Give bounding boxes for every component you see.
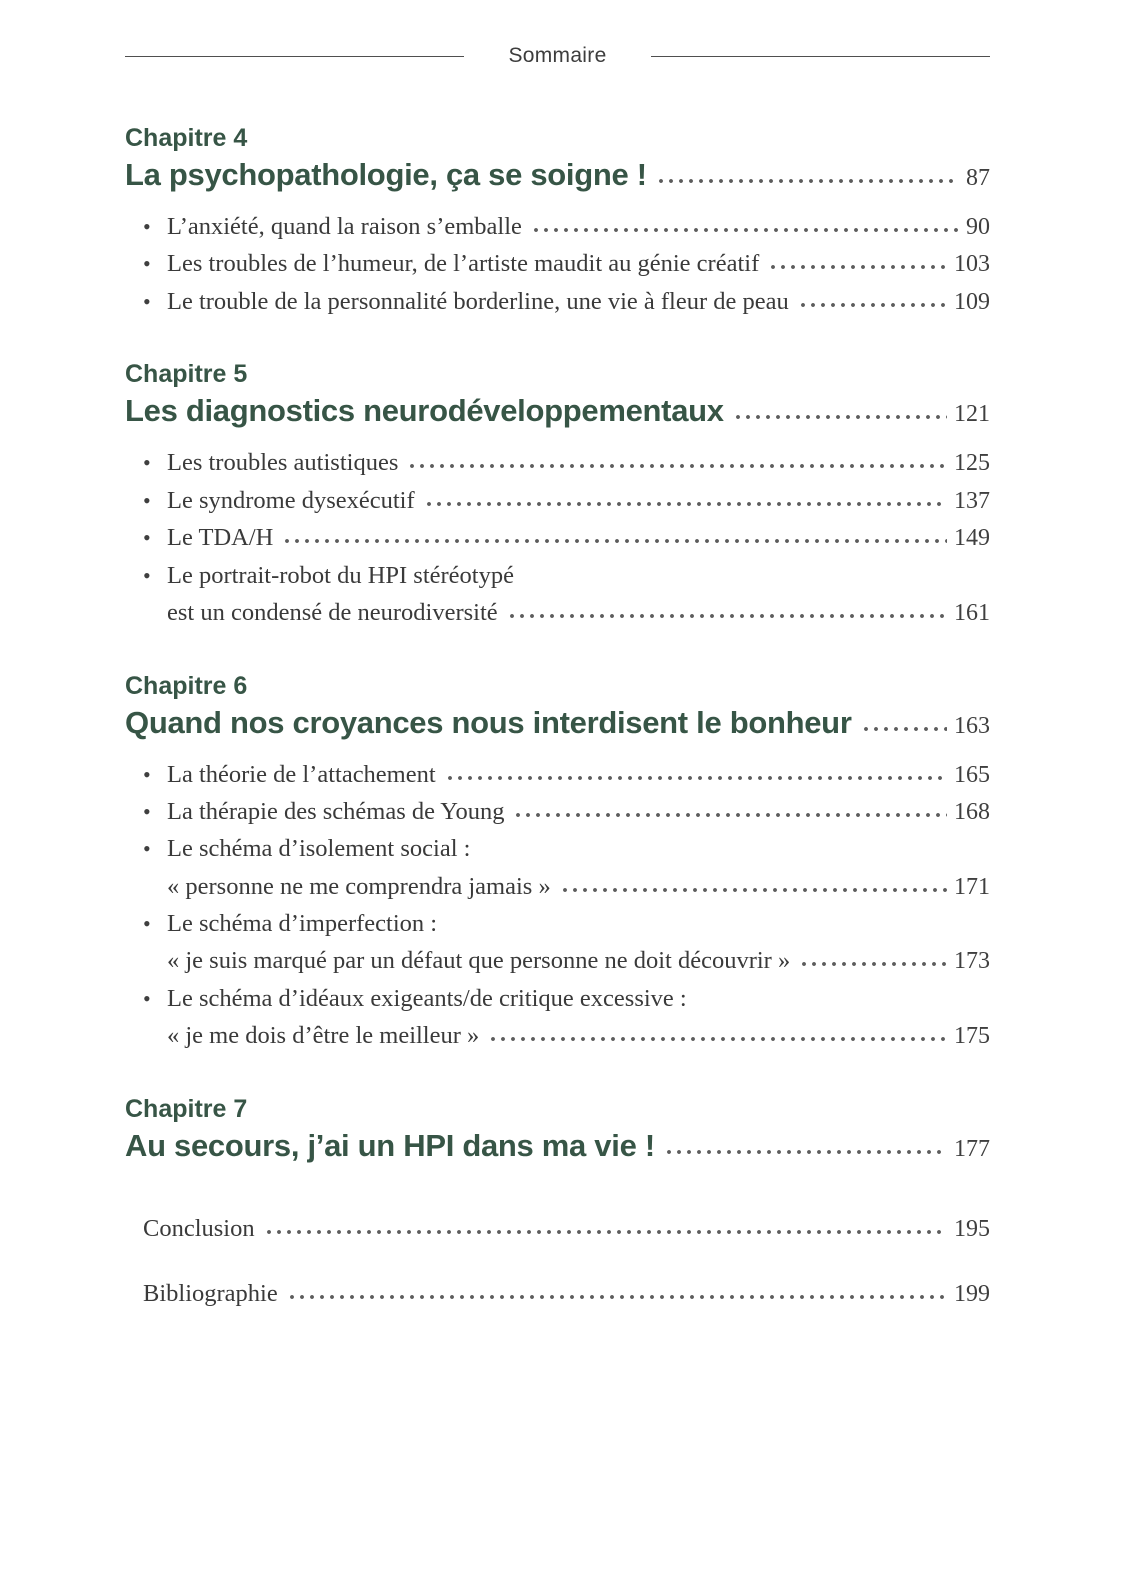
chapter-page-number: 177 [954,1135,990,1162]
chapter-item-list [125,756,990,1055]
toc-item-page-number: 137 [954,487,990,514]
dotted-leader [264,1211,947,1236]
chapter-label: Chapitre 6 [125,671,248,700]
dotted-leader [799,944,947,969]
toc-item-page-number: 168 [954,798,990,825]
toc-item-page-number: 103 [954,251,990,278]
bullet-marker: • [143,562,151,588]
dotted-leader [424,483,947,508]
page-title: Sommaire [508,44,607,67]
toc-item-row [125,594,990,631]
toc-item-label: Le schéma d’isolement social : [167,835,471,863]
dotted-leader [282,521,947,546]
bullet-marker: • [143,911,151,937]
toc-item-row [125,283,990,320]
chapter-item-list [125,208,990,320]
toc-item-label: L’anxiété, quand la raison s’emballe [167,213,522,240]
toc-item-row [125,868,990,905]
toc-item-page-number: 125 [954,450,990,477]
dotted-leader [287,1277,947,1302]
toc-item-row [125,245,990,282]
toc-item-label: « je suis marqué par un défaut que personne ne doit découvrir » [167,947,791,975]
dotted-leader [488,1019,947,1044]
bullet-marker: • [143,214,151,239]
dotted-leader [798,284,947,309]
toc-item-row [125,830,990,867]
toc-item-page-number: 90 [966,214,990,240]
bullet-marker: • [143,525,151,551]
toc-item-row [125,1017,990,1054]
end-matter-page-number: 199 [954,1281,990,1308]
dotted-leader [507,596,947,621]
toc-item-label: Le portrait-robot du HPI stéréotypé [167,561,514,589]
chapter-label: Chapitre 4 [125,124,248,152]
toc-item-page-number: 161 [954,600,990,627]
chapter-title: Quand nos croyances nous interdisent le bonheur [125,704,852,740]
chapter-title-row [125,1128,990,1164]
chapter-item-list [125,444,990,631]
toc-item-row [125,942,990,979]
toc-content [125,124,990,1313]
chapter-section [125,360,990,631]
toc-item-page-number: 173 [954,948,990,975]
bullet-marker: • [143,251,151,277]
chapter-title: Les diagnostics neurodéveloppementaux [125,393,724,429]
toc-item-label: Le schéma d’imperfection : [167,910,438,938]
toc-item-row [125,482,990,519]
toc-item-row [125,793,990,830]
bullet-marker: • [143,836,151,862]
toc-item-row [125,208,990,245]
bullet-marker: • [143,798,151,824]
toc-item-label: Les troubles autistiques [167,449,399,477]
bullet-marker: • [143,487,151,513]
chapter-page-number: 121 [954,401,990,428]
dotted-leader [513,794,947,819]
toc-item-row [125,519,990,556]
dotted-leader [768,247,947,272]
toc-item-row [125,756,990,793]
bullet-marker: • [143,985,151,1011]
chapter-title-row [125,393,990,429]
chapter-title-row [125,157,990,193]
toc-item-page-number: 171 [954,873,990,900]
toc-item-label: est un condensé de neurodiversité [167,599,498,627]
toc-item-page-number: 165 [954,761,990,788]
chapter-title-row [125,705,990,741]
toc-item-row [125,980,990,1017]
header-rule-left [125,56,464,57]
chapter-title: Au secours, j’ai un HPI dans ma vie ! [125,1127,655,1163]
end-matter-label: Bibliographie [143,1280,278,1308]
toc-item-label: « je me dois d’être le meilleur » [167,1022,480,1050]
toc-item-label: Le TDA/H [167,524,274,552]
dotted-leader [656,169,959,185]
end-matter-row [125,1210,990,1247]
end-matter-list [125,1210,990,1313]
bullet-marker: • [143,450,151,476]
end-matter-row [125,1275,990,1312]
chapter-title: La psychopathologie, ça se soigne ! [125,157,647,192]
toc-item-label: Le trouble de la personnalité borderline, une vie à fleur de peau [167,287,789,315]
chapter-section [125,1095,990,1164]
toc-item-page-number: 109 [954,288,990,315]
bullet-marker: • [143,288,151,314]
dotted-leader [733,405,947,421]
chapter-section [125,124,990,320]
end-matter-label: Conclusion [143,1214,255,1242]
toc-item-page-number: 175 [954,1023,990,1050]
bullet-marker: • [143,761,151,787]
dotted-leader [407,446,947,471]
page-header [125,44,990,68]
toc-item-label: « personne ne me comprendra jamais » [167,872,551,900]
toc-item-label: La thérapie des schémas de Young [167,797,505,825]
toc-item-row [125,444,990,481]
dotted-leader [861,717,947,733]
dotted-leader [560,869,947,894]
chapter-label: Chapitre 7 [125,1094,248,1123]
header-rule-right [651,56,990,57]
dotted-leader [664,1140,947,1156]
toc-item-row [125,905,990,942]
chapter-label: Chapitre 5 [125,360,248,389]
toc-item-label: Le syndrome dysexécutif [167,486,415,514]
dotted-leader [445,757,947,782]
chapter-section [125,672,990,1055]
toc-item-page-number: 149 [954,525,990,552]
chapter-page-number: 163 [954,712,990,739]
chapter-page-number: 87 [966,165,990,191]
toc-item-label: Le schéma d’idéaux exigeants/de critique excessive : [167,984,687,1012]
end-matter-page-number: 195 [954,1215,990,1242]
toc-item-row [125,557,990,594]
toc-item-label: Les troubles de l’humeur, de l’artiste maudit au génie créatif [167,250,760,278]
dotted-leader [531,210,959,235]
toc-item-label: La théorie de l’attachement [167,760,436,788]
